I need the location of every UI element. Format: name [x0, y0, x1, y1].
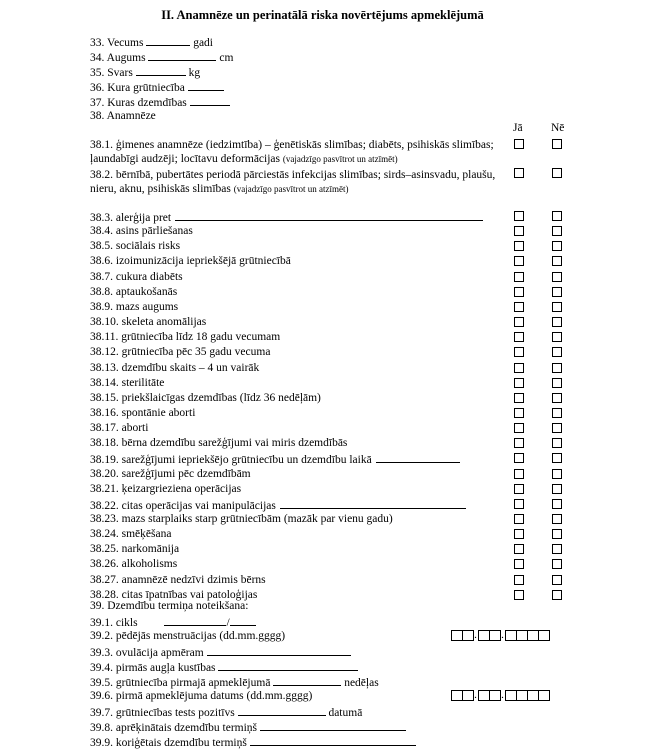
risk-item: [90, 345, 270, 359]
risk-item-label: 38.25. narkomānija: [90, 543, 180, 556]
risk-item: [90, 270, 183, 284]
risk-item-label: 38.20. sarežģījumi pēc dzemdībām: [90, 467, 251, 480]
risk-item-yes-checkbox[interactable]: [514, 544, 524, 554]
risk-item: [90, 482, 241, 496]
risk-item-yes-checkbox[interactable]: [514, 241, 524, 251]
risk-item-no-checkbox[interactable]: [552, 408, 562, 418]
risk-item-yes-checkbox[interactable]: [514, 302, 524, 312]
childhood-no-checkbox[interactable]: [552, 168, 562, 178]
risk-item-no-checkbox[interactable]: [552, 544, 562, 554]
term-heading: 39. Dzemdību termiņa noteikšana:: [90, 600, 249, 612]
first-visit-date-field: 39.6. pirmā apmeklējuma datums (dd.mm.gggg): [90, 690, 313, 702]
risk-item-label: 38.6. izoimunizācija iepriekšējā grūtniecībā: [90, 255, 291, 268]
risk-item-no-checkbox[interactable]: [552, 393, 562, 403]
risk-item-no-checkbox[interactable]: [552, 287, 562, 297]
risk-item-no-checkbox[interactable]: [552, 241, 562, 251]
risk-item-no-checkbox[interactable]: [552, 302, 562, 312]
risk-item-label: 38.4. asins pārliešanas: [90, 225, 193, 238]
risk-item-yes-checkbox[interactable]: [514, 393, 524, 403]
risk-item: [90, 527, 171, 541]
pregnancy-number-field: 36. Kura grūtniecība: [90, 79, 224, 95]
first-visit-date-boxes[interactable]: . .: [451, 689, 549, 701]
risk-item: [90, 224, 193, 238]
ovulation-field: 39.3. ovulācija apmēram: [90, 644, 351, 660]
risk-item-label: 38.14. sterilitāte: [90, 376, 165, 389]
risk-item-yes-checkbox[interactable]: [514, 469, 524, 479]
risk-item-label: 38.26. alkoholisms: [90, 558, 178, 571]
weight-input[interactable]: [136, 64, 186, 76]
risk-item-yes-checkbox[interactable]: [514, 211, 524, 221]
risk-item-no-checkbox[interactable]: [552, 332, 562, 342]
risk-item-label: 38.22. citas operācijas vai manipulācijas: [90, 499, 276, 512]
risk-item-no-checkbox[interactable]: [552, 378, 562, 388]
risk-item-label: 38.27. anamnēzē nedzīvi dzimis bērns: [90, 573, 266, 586]
risk-item-no-checkbox[interactable]: [552, 559, 562, 569]
risk-item: [90, 436, 347, 450]
movement-field: 39.4. pirmās augļa kustības: [90, 659, 358, 675]
risk-item: [90, 542, 179, 556]
page-title: II. Anamnēze un perinatālā riska novērtējums apmeklējumā: [161, 8, 484, 22]
risk-item-label: 38.7. cukura diabēts: [90, 270, 183, 283]
risk-item-no-checkbox[interactable]: [552, 514, 562, 524]
risk-item-label: 38.18. bērna dzemdību sarežģījumi vai miris dzemdībās: [90, 437, 348, 450]
risk-item: [90, 391, 321, 405]
risk-item: [90, 451, 460, 467]
pregnancy-test-field: 39.7. grūtniecības tests pozitīvs datumā: [90, 704, 362, 720]
risk-item-no-checkbox[interactable]: [552, 484, 562, 494]
last-menstruation-field: 39.2. pēdējās menstruācijas (dd.mm.gggg): [90, 630, 286, 642]
pregnancy-test-input[interactable]: [238, 704, 326, 716]
risk-item-yes-checkbox[interactable]: [514, 559, 524, 569]
height-input[interactable]: [148, 49, 216, 61]
risk-item: [90, 573, 266, 587]
risk-item: [90, 406, 195, 420]
childhood-diseases: 38.2. bērnībā, pubertātes periodā pārciestās infekcijas slimības; sirds–asinsvadu, plaušu, nieru, aknu, psihiskās slimības (vajadzīgo pasvītrot un atzīmēt): [90, 169, 496, 195]
risk-item-yes-checkbox[interactable]: [514, 317, 524, 327]
risk-item-no-checkbox[interactable]: [552, 272, 562, 282]
risk-item-no-checkbox[interactable]: [552, 529, 562, 539]
risk-item-label: 38.28. citas īpatnības vai patoloģijas: [90, 588, 258, 601]
risk-item-no-checkbox[interactable]: [552, 423, 562, 433]
ovulation-input[interactable]: [207, 644, 351, 656]
risk-item: [90, 315, 206, 329]
calculated-term-input[interactable]: [260, 719, 406, 731]
risk-item-yes-checkbox[interactable]: [514, 347, 524, 357]
risk-item-detail-input[interactable]: [175, 209, 483, 221]
risk-item-label: 38.23. mazs starplaiks starp grūtniecībām (mazāk par vienu gadu): [90, 513, 393, 525]
risk-item-detail-input[interactable]: [280, 497, 466, 509]
cycle-input-a[interactable]: [164, 614, 226, 626]
risk-item-label: 38.11. grūtniecība līdz 18 gadu vecumam: [90, 331, 281, 344]
weight-field: 35. Svars kg: [90, 64, 200, 80]
risk-item-label: 38.21. ķeizargrieziena operācijas: [90, 482, 242, 495]
risk-item-yes-checkbox[interactable]: [514, 378, 524, 388]
risk-item-label: 38.16. spontānie aborti: [90, 406, 196, 419]
risk-item-yes-checkbox[interactable]: [514, 438, 524, 448]
risk-item-no-checkbox[interactable]: [552, 363, 562, 373]
risk-item-label: 38.9. mazs augums: [90, 300, 179, 313]
risk-item-yes-checkbox[interactable]: [514, 256, 524, 266]
risk-item: [90, 376, 164, 390]
risk-item-no-checkbox[interactable]: [552, 469, 562, 479]
corrected-term-field: 39.9. koriģētais dzemdību termiņš: [90, 734, 416, 750]
risk-item-no-checkbox[interactable]: [552, 347, 562, 357]
risk-item: [90, 467, 251, 481]
risk-item-no-checkbox[interactable]: [552, 438, 562, 448]
risk-item: [90, 330, 280, 344]
risk-item-yes-checkbox[interactable]: [514, 272, 524, 282]
risk-item-label: 38.3. alerģija pret: [90, 212, 172, 224]
risk-item: [90, 300, 178, 314]
risk-item: [90, 361, 259, 375]
risk-item: [90, 421, 148, 435]
risk-item-yes-checkbox[interactable]: [514, 226, 524, 236]
risk-item-yes-checkbox[interactable]: [514, 453, 524, 463]
risk-item: [90, 557, 177, 571]
risk-item: [90, 497, 466, 513]
risk-item: [90, 254, 291, 268]
no-header: Nē: [551, 122, 565, 134]
yes-header: Jā: [513, 122, 523, 134]
risk-item-yes-checkbox[interactable]: [514, 529, 524, 539]
calculated-term-field: 39.8. aprēķinātais dzemdību termiņš: [90, 719, 406, 735]
risk-item-yes-checkbox[interactable]: [514, 423, 524, 433]
risk-item: [90, 285, 177, 299]
risk-item-label: 38.13. dzemdību skaits – 4 un vairāk: [90, 361, 260, 374]
risk-item-label: 38.5. sociālais risks: [90, 240, 181, 253]
cycle-field: 39.1. cikls /: [90, 614, 256, 630]
risk-item-label: 38.10. skeleta anomālijas: [90, 316, 207, 329]
risk-item-yes-checkbox[interactable]: [514, 484, 524, 494]
childhood-yes-checkbox[interactable]: [514, 168, 524, 178]
age-input[interactable]: [146, 34, 190, 46]
risk-item-no-checkbox[interactable]: [552, 317, 562, 327]
risk-item-label: 38.24. smēķēšana: [90, 528, 172, 541]
risk-item-no-checkbox[interactable]: [552, 590, 562, 600]
risk-item-no-checkbox[interactable]: [552, 575, 562, 585]
first-visit-week-field: 39.5. grūtniecība pirmajā apmeklējumā nedēļas: [90, 674, 379, 690]
anamnesis-heading: 38. Anamnēze: [90, 110, 156, 122]
risk-item-no-checkbox[interactable]: [552, 226, 562, 236]
risk-item-no-checkbox[interactable]: [552, 499, 562, 509]
risk-item: [90, 209, 483, 225]
risk-item-label: 38.8. aptaukošanās: [90, 285, 178, 298]
risk-item-yes-checkbox[interactable]: [514, 514, 524, 524]
corrected-term-input[interactable]: [250, 734, 416, 746]
family-anamnesis: 38.1. ģimenes anamnēze (iedzimtība) – ģenētiskās slimības; diabēts, psihiskās slimības; ļaundabīgi audzēji; locītavu deformācijas (vajadzīgo pasvītrot un atzīmēt): [90, 139, 494, 165]
risk-item-yes-checkbox[interactable]: [514, 408, 524, 418]
first-visit-week-input[interactable]: [273, 674, 341, 686]
birth-number-input[interactable]: [190, 94, 230, 106]
family-no-checkbox[interactable]: [552, 139, 562, 149]
risk-item-label: 38.19. sarežģījumi iepriekšējo grūtniecību un dzemdību laikā: [90, 454, 372, 467]
risk-item-yes-checkbox[interactable]: [514, 499, 524, 509]
risk-item-yes-checkbox[interactable]: [514, 363, 524, 373]
risk-item: [90, 239, 180, 253]
birth-number-field: 37. Kuras dzemdības: [90, 94, 230, 110]
risk-item-label: 38.12. grūtniecība pēc 35 gadu vecuma: [90, 346, 271, 359]
risk-item-yes-checkbox[interactable]: [514, 590, 524, 600]
height-field: 34. Augums cm: [90, 49, 233, 65]
risk-item-no-checkbox[interactable]: [552, 211, 562, 221]
movement-input[interactable]: [218, 659, 358, 671]
pregnancy-number-input[interactable]: [188, 79, 224, 91]
age-field: 33. Vecums gadi: [90, 34, 213, 50]
risk-item-no-checkbox[interactable]: [552, 256, 562, 266]
risk-item-yes-checkbox[interactable]: [514, 332, 524, 342]
risk-item-yes-checkbox[interactable]: [514, 575, 524, 585]
risk-item-yes-checkbox[interactable]: [514, 287, 524, 297]
risk-item-label: 38.17. aborti: [90, 422, 149, 435]
risk-item-no-checkbox[interactable]: [552, 453, 562, 463]
risk-item-detail-input[interactable]: [376, 451, 460, 463]
risk-item: [90, 512, 393, 526]
risk-item-label: 38.15. priekšlaicīgas dzemdības (līdz 36 nedēļām): [90, 391, 321, 404]
cycle-input-b[interactable]: [230, 614, 256, 626]
last-menstruation-date-boxes[interactable]: . .: [451, 629, 549, 641]
family-yes-checkbox[interactable]: [514, 139, 524, 149]
